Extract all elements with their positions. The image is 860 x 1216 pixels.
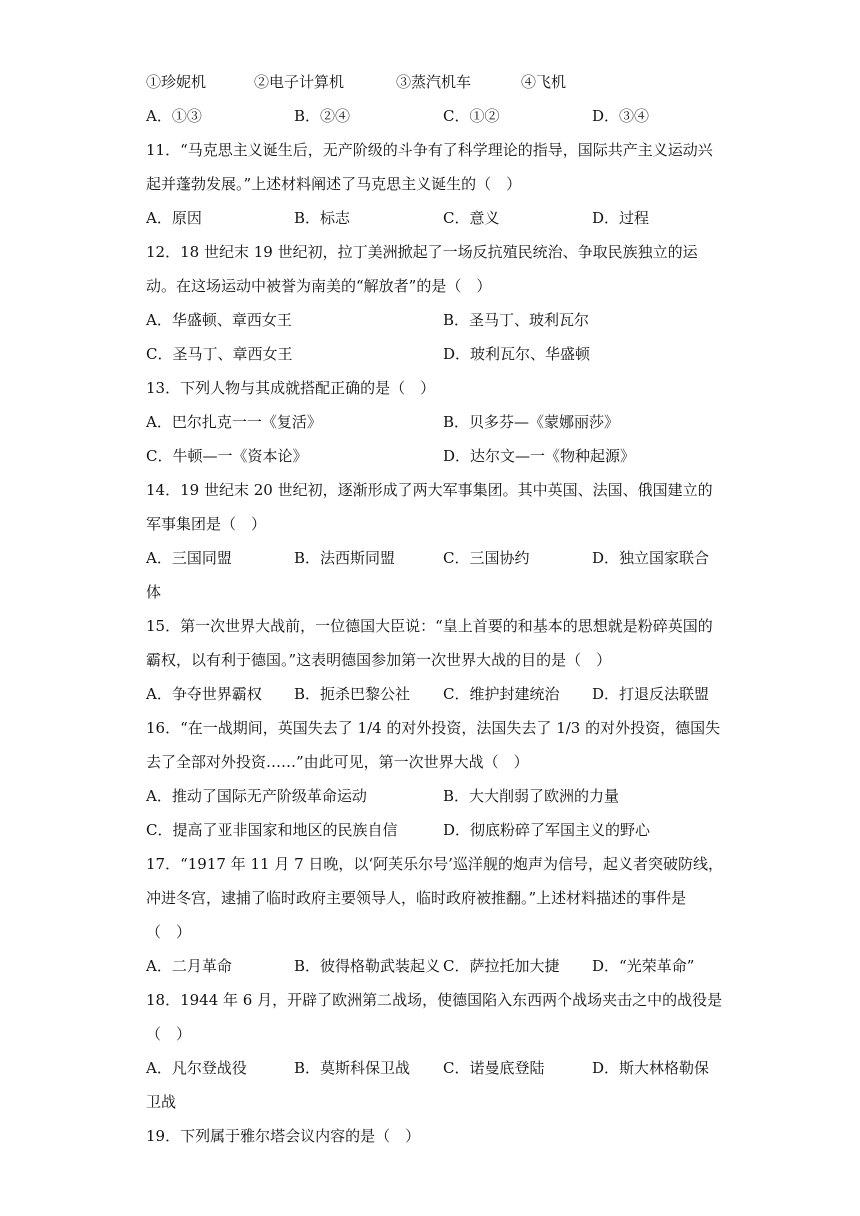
q18-option-wrap: 卫战 [146, 1093, 177, 1111]
q10-options [146, 106, 726, 126]
option: D．斯大林格勒保 [592, 1059, 710, 1077]
option: D．达尔文—一《物种起源》 [443, 447, 636, 465]
q10-item: ①珍妮机 [146, 73, 207, 91]
q17-stem: 17．“1917 年 11 月 7 日晚，以‘阿芙乐尔号’巡洋舰的炮声为信号，起义者突破防线， [146, 855, 723, 873]
option: C．圣马丁、章西女王 [146, 345, 293, 363]
option: B．彼得格勒武装起义 [294, 957, 441, 975]
option: B．贝多芬—《蒙娜丽莎》 [443, 413, 620, 431]
option: D．打退反法联盟 [592, 685, 710, 703]
option: D．“光荣革命” [592, 957, 695, 975]
q17-options [146, 956, 726, 976]
q12-options [146, 310, 726, 330]
option: C．三国协约 [443, 549, 530, 567]
option: D．玻利瓦尔、华盛顿 [443, 345, 591, 363]
option: D．独立国家联合 [592, 549, 710, 567]
option: A．华盛顿、章西女王 [146, 311, 292, 329]
q18-stem: （ ） [146, 1025, 192, 1043]
q11-options [146, 208, 726, 228]
option: C．意义 [443, 209, 500, 227]
option: C．萨拉托加大捷 [443, 957, 560, 975]
q15-stem: 15．第一次世界大战前，一位德国大臣说：“皇上首要的和基本的思想就是粉碎英国的 [146, 617, 713, 635]
q11-stem: 11．“马克思主义诞生后，无产阶级的斗争有了科学理论的指导，国际共产主义运动兴 [146, 141, 713, 159]
q19-stem: 19．下列属于雅尔塔会议内容的是（ ） [146, 1127, 421, 1145]
q13-options [146, 446, 726, 466]
option: A．二月革命 [146, 957, 232, 975]
option: A．推动了国际无产阶级革命运动 [146, 787, 367, 805]
option: C．牛顿—一《资本论》 [146, 447, 308, 465]
q16-stem: 16．“在一战期间，英国失去了 1/4 的对外投资，法国失去了 1/3 的对外投资，德国失 [146, 719, 721, 737]
option: D．③④ [592, 107, 650, 125]
option: D．彻底粉碎了军国主义的野心 [443, 821, 651, 839]
q16-options [146, 786, 726, 806]
q11-stem: 起并蓬勃发展。”上述材料阐述了马克思主义诞生的（ ） [146, 175, 522, 193]
option: C．维护封建统治 [443, 685, 560, 703]
option: C．①② [443, 107, 500, 125]
option: A．①③ [146, 107, 202, 125]
q13-stem: 13．下列人物与其成就搭配正确的是（ ） [146, 379, 436, 397]
q18-stem: 18．1944 年 6 月，开辟了欧洲第二战场，使德国陷入东西两个战场夹击之中的战役是 [146, 991, 723, 1009]
option: A．争夺世界霸权 [146, 685, 262, 703]
q14-option-wrap: 体 [146, 583, 162, 601]
option: B．大大削弱了欧洲的力量 [443, 787, 620, 805]
option: C．诺曼底登陆 [443, 1059, 545, 1077]
q10-item: ②电子计算机 [254, 73, 345, 91]
q13-options [146, 412, 726, 432]
option: C．提高了亚非国家和地区的民族自信 [146, 821, 398, 839]
q15-options [146, 684, 726, 704]
q14-options [146, 548, 726, 568]
option: B．扼杀巴黎公社 [294, 685, 411, 703]
option: A．凡尔登战役 [146, 1059, 247, 1077]
q12-stem: 动。在这场运动中被誉为南美的“解放者”的是（ ） [146, 277, 492, 295]
q16-options [146, 820, 726, 840]
option: B．莫斯科保卫战 [294, 1059, 411, 1077]
q17-stem: （ ） [146, 923, 192, 941]
q15-stem: 霸权，以有利于德国。”这表明德国参加第一次世界大战的目的是（ ） [146, 651, 612, 669]
option: A．原因 [146, 209, 202, 227]
q14-stem: 14．19 世纪末 20 世纪初，逐渐形成了两大军事集团。其中英国、法国、俄国建立的 [146, 481, 713, 499]
option: D．过程 [592, 209, 650, 227]
q10-item: ④飞机 [521, 73, 567, 91]
q16-stem: 去了全部对外投资……”由此可见，第一次世界大战（ ） [146, 753, 529, 771]
q10-item: ③蒸汽机车 [396, 73, 472, 91]
q17-stem: 冲进冬宫，逮捕了临时政府主要领导人，临时政府被推翻。”上述材料描述的事件是 [146, 889, 687, 907]
option: B．法西斯同盟 [294, 549, 396, 567]
option: B．②④ [294, 107, 351, 125]
option: B．圣马丁、玻利瓦尔 [443, 311, 590, 329]
option: B．标志 [294, 209, 351, 227]
q14-stem: 军事集团是（ ） [146, 515, 267, 533]
q10-items [146, 72, 726, 92]
q18-options [146, 1058, 726, 1078]
q12-options [146, 344, 726, 364]
q12-stem: 12．18 世纪末 19 世纪初，拉丁美洲掀起了一场反抗殖民统治、争取民族独立的运 [146, 243, 698, 261]
option: A．三国同盟 [146, 549, 232, 567]
option: A．巴尔扎克一一《复活》 [146, 413, 322, 431]
